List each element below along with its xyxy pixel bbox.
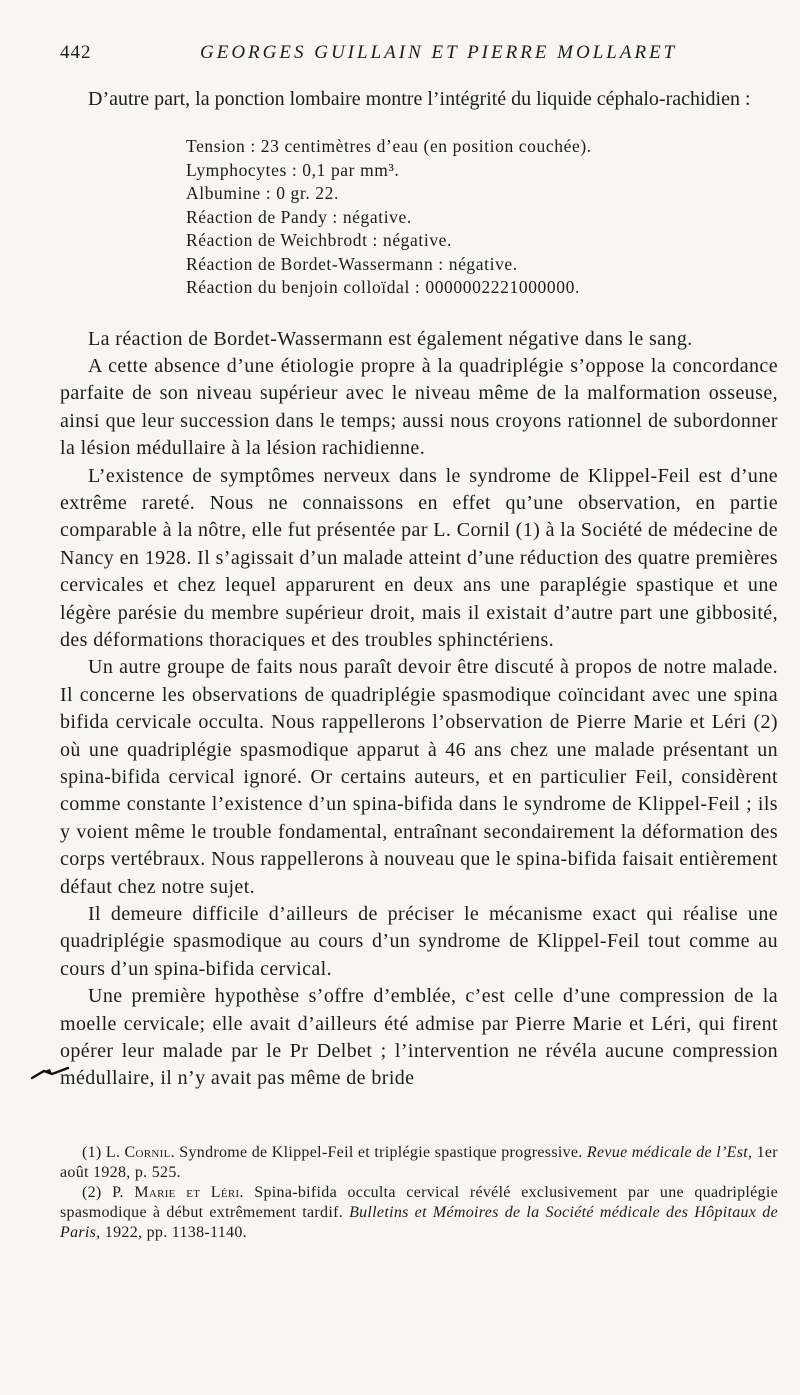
footnote-title: Syndrome de Klippel-Feil et triplégie spastique progressive. [179,1143,583,1161]
csf-result-bordet-wassermann: Réaction de Bordet-Wassermann : négative. [186,253,518,274]
footnote-number: (2) [82,1183,102,1201]
footnote-source: Bulletins et Mémoires de la Société médicale des Hôpitaux de Paris, [60,1203,778,1241]
paragraph: A cette absence d’une étiologie propre à la quadriplégie s’oppose la concordance parfaite de son niveau supérieur avec le niveau même de la malformation osseuse, ainsi que leur succession dans le temps; aussi nous croyons rationnel de subordonner la lésion médullaire à la lésion rachidienne. [60,354,778,460]
csf-result-pandy: Réaction de Pandy : négative. [186,206,412,227]
body-text [60,326,778,1093]
footnotes [60,1143,778,1243]
intro-paragraph: D’autre part, la ponction lombaire montre l’intégrité du liquide céphalo-rachidien : [88,88,751,110]
footnote-number: (1) [82,1143,102,1161]
margin-pen-mark [30,1065,70,1081]
csf-result-lymphocytes: Lymphocytes : 0,1 par mm³. [186,159,400,180]
paragraph: La réaction de Bordet-Wassermann est également négative dans le sang. [88,327,693,350]
page [60,40,778,1243]
running-title: GEORGES GUILLAIN ET PIERRE MOLLARET [200,42,678,63]
csf-results-list [186,135,778,300]
footnote-details: 1er août 1928, p. 525. [60,1143,778,1181]
footnote [60,1143,778,1183]
footnote-details: 1922, pp. 1138-1140. [104,1223,247,1241]
paragraph: L’existence de symptômes nerveux dans le syndrome de Klippel-Feil est d’une extrême rareté. Nous ne connaissons en effet qu’une observation, en partie comparable à la nôtre, elle fut présentée par L. Cornil (1) à la Société de médecine de Nancy en 1928. Il s’agissait d’un malade atteint d’une réduction des quatre premières cervicales et chez lequel apparurent en deux ans une paraplégie spastique et une légère parésie du membre supérieur droit, mais il existait d’autre part une gibbosité, des déformations thoraciques et des troubles sphinctériens. [60,464,778,651]
footnote-source: Revue médicale de l’Est, [586,1143,753,1161]
csf-result-benjoin: Réaction du benjoin colloïdal : 0000002221000000. [186,277,580,297]
paragraph: Un autre groupe de faits nous paraît devoir être discuté à propos de notre malade. Il concerne les observations de quadriplégie spasmodique coïncidant avec une spina bifida cervicale occulta. Nous rappellerons l’observation de Pierre Marie et Léri (2) où une quadriplégie spasmodique apparut à 46 ans chez une malade présentant un spina-bifida cervical ignoré. Or certains auteurs, et en particulier Feil, considèrent comme constante l’existence d’un spina-bifida dans le syndrome de Klippel-Feil ; ils y voient même le trouble fondamental, entraînant secondairement la déformation des corps vertébraux. Nous rappellerons à nouveau que le spina-bifida faisait entièrement défaut chez notre sujet. [60,656,778,898]
footnote-author: P. Marie et Léri. [112,1183,244,1201]
running-header [60,40,778,70]
csf-result-weichbrodt: Réaction de Weichbrodt : négative. [186,230,453,250]
footnote [60,1183,778,1243]
paragraph: Il demeure difficile d’ailleurs de préciser le mécanisme exact qui réalise une quadriplégie spasmodique au cours d’un syndrome de Klippel-Feil tout comme au cours d’un spina-bifida cervical. [60,903,778,980]
footnote-author: L. Cornil. [105,1143,175,1161]
paragraph: Une première hypothèse s’offre d’emblée, c’est celle d’une compression de la moelle cervicale; elle avait d’ailleurs été admise par Pierre Marie et Léri, qui firent opérer leur malade par le Pr Delbet ; l’intervention ne révéla aucune compression médullaire, il n’y avait pas même de bride [60,985,778,1090]
csf-result-tension: Tension : 23 centimètres d’eau (en position couchée). [186,136,592,156]
csf-result-albumine: Albumine : 0 gr. 22. [186,183,339,203]
page-number: 442 [60,42,92,63]
footnote-title: Spina-bifida occulta cervical révélé exclusivement par une quadriplégie spasmodique à début extrêmement tardif. [60,1183,778,1221]
